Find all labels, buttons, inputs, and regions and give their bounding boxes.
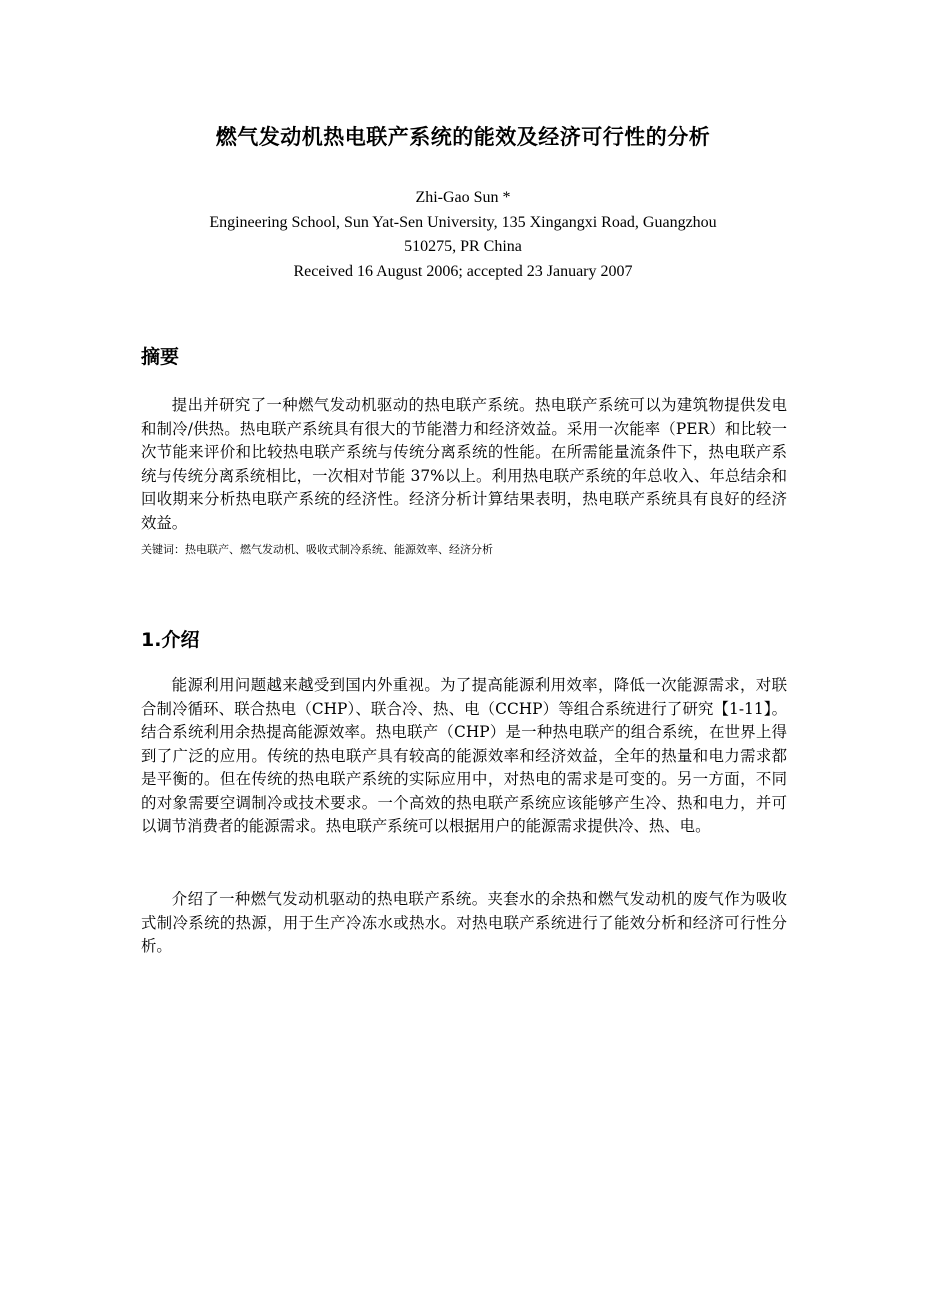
introduction-paragraph-2: 介绍了一种燃气发动机驱动的热电联产系统。夹套水的余热和燃气发动机的废气作为吸收式制冷系统的热源，用于生产冷冻水或热水。对热电联产系统进行了能效分析和经济可行性分析。 [141, 890, 787, 955]
affiliation-line-1: Engineering School, Sun Yat-Sen University, 135 Xingangxi Road, Guangzhou [209, 213, 717, 231]
keywords: 关键词：热电联产、燃气发动机、吸收式制冷系统、能源效率、经济分析 [141, 543, 493, 556]
author-block [120, 186, 806, 284]
introduction-paragraph-1: 能源利用问题越来越受到国内外重视。为了提高能源利用效率，降低一次能源需求，对联合制冷循环、联合热电（CHP）、联合冷、热、电（CCHP）等组合系统进行了研究【1-11】。结合系统利用余热提高能源效率。热电联产（CHP）是一种热电联产的组合系统，在世界上得到了广泛的应用。传统的热电联产具有较高的能源效率和经济效益，全年的热量和电力需求都是平衡的。但在传统的热电联产系统的实际应用中，对热电的需求是可变的。另一方面，不同的对象需要空调制冷或技术要求。一个高效的热电联产系统应该能够产生冷、热和电力，并可以调节消费者的能源需求。热电联产系统可以根据用户的能源需求提供冷、热、电。 [141, 676, 787, 835]
affiliation-line-2: 510275, PR China [404, 238, 522, 255]
abstract-text: 提出并研究了一种燃气发动机驱动的热电联产系统。热电联产系统可以为建筑物提供发电和制冷/供热。热电联产系统具有很大的节能潜力和经济效益。采用一次能率（PER）和比较一次节能来评价和比较热电联产系统与传统分离系统的性能。在所需能量流条件下，热电联产系统与传统分离系统相比，一次相对节能 37%以上。利用热电联产系统的年总收入、年总结余和回收期来分析热电联产系统的经济性。经济分析计算结果表明，热电联产系统具有良好的经济效益。 [141, 396, 787, 532]
abstract-heading: 摘要 [141, 346, 180, 368]
introduction-heading: 1.介绍 [141, 629, 200, 651]
paper-title: 燃气发动机热电联产系统的能效及经济可行性的分析 [215, 125, 711, 149]
author-name: Zhi-Gao Sun * [415, 189, 511, 206]
received-date: Received 16 August 2006; accepted 23 January 2007 [293, 262, 633, 280]
